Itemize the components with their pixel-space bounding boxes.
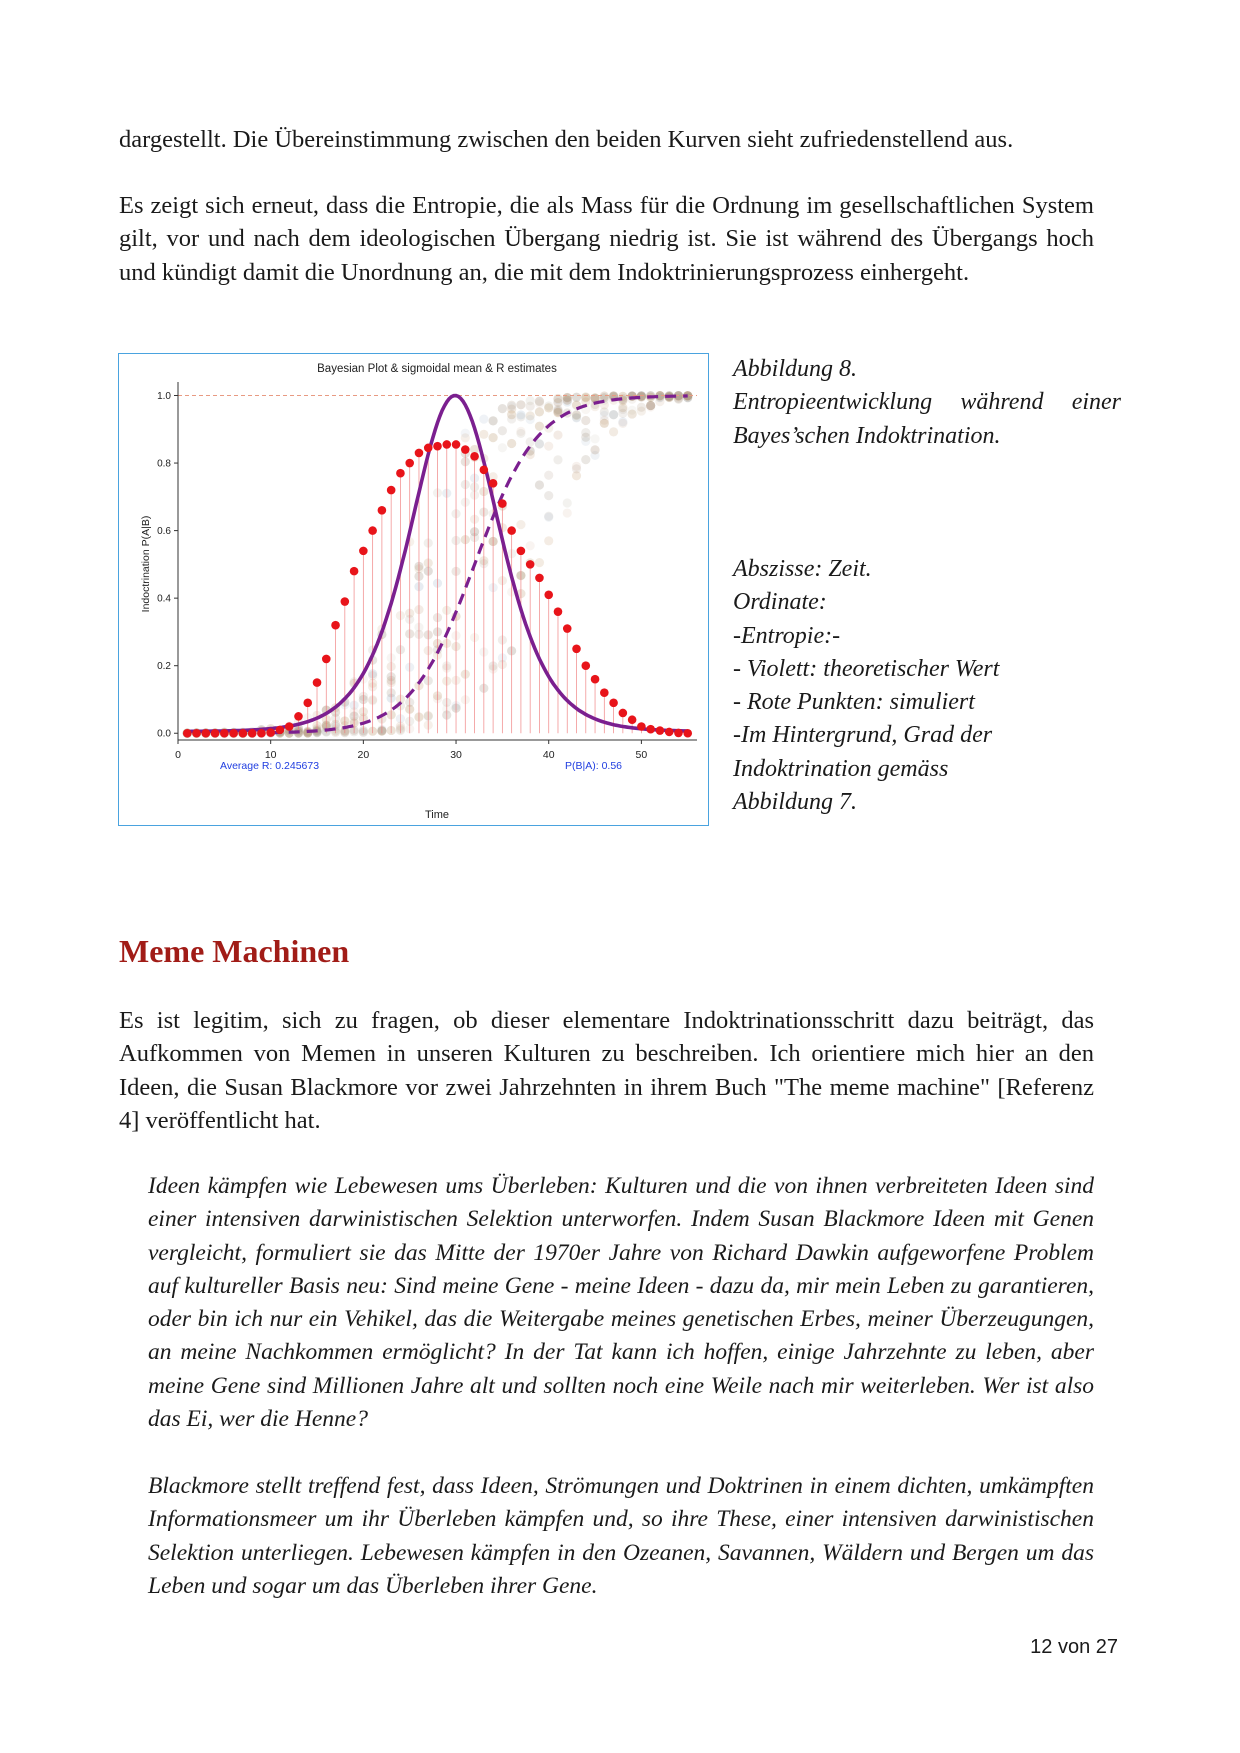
simulated-entropy-point (387, 486, 396, 495)
y-tick-label: 0.0 (157, 728, 171, 740)
background-trajectory-dot (572, 393, 581, 402)
simulated-entropy-point (535, 574, 544, 583)
background-trajectory-dot (489, 433, 498, 442)
caption-word: Entropieentwicklung (733, 389, 933, 416)
simulated-entropy-point (656, 726, 665, 735)
simulated-entropy-point (581, 661, 590, 670)
intro-paragraph-2: Es zeigt sich erneut, dass die Entropie, die als Mass für die Ordnung im gesellschaftlichen System gilt, vor und nach dem ideologischen Übergang niedrig ist. Sie ist während des Übergangs hoch und kündigt damit die Unordnung an, die mit dem Indoktrinierungsprozess einhergeht. (119, 192, 1094, 286)
background-trajectory-dot (498, 404, 507, 413)
simulated-entropy-point (220, 729, 229, 738)
background-trajectory-dot (507, 439, 516, 448)
simulated-entropy-point (452, 440, 461, 449)
background-trajectory-dot (516, 410, 525, 419)
background-trajectory-dot (489, 416, 498, 425)
background-trajectory-dot (479, 430, 488, 439)
legend-ordinate: Ordinate: (733, 589, 827, 616)
simulated-entropy-point (461, 445, 470, 454)
simulated-entropy-point (405, 459, 414, 468)
background-trajectory-dot (609, 427, 618, 436)
background-trajectory-dot (572, 410, 581, 419)
background-trajectory-dot (563, 393, 572, 402)
background-trajectory-dot (618, 419, 627, 428)
y-tick-label: 0.8 (157, 458, 171, 470)
simulated-entropy-point (517, 547, 526, 556)
simulated-entropy-point (628, 715, 637, 724)
background-trajectory-dot (516, 429, 525, 438)
background-trajectory-dot (535, 397, 544, 406)
simulated-entropy-point (424, 444, 433, 453)
background-trajectory-dot (609, 410, 618, 419)
simulated-entropy-point (480, 466, 489, 475)
simulated-entropy-point (572, 645, 581, 654)
chart-title: Bayesian Plot & sigmoidal mean & R estimates (317, 363, 557, 375)
simulated-entropy-point (183, 729, 192, 738)
simulated-entropy-point (489, 479, 498, 488)
caption-word: einer (1071, 389, 1121, 416)
background-trajectory-dot (590, 434, 599, 443)
simulated-entropy-point (498, 499, 507, 508)
page-number: 12 von 27 (1030, 1636, 1118, 1658)
simulated-entropy-point (433, 442, 442, 451)
simulated-entropy-point (350, 567, 359, 576)
caption-word: während (960, 389, 1044, 416)
simulated-entropy-point (294, 712, 303, 721)
simulated-entropy-point (637, 722, 646, 731)
simulated-entropy-point (192, 729, 201, 738)
background-trajectory-dot (516, 520, 525, 529)
simulated-entropy-point (415, 449, 424, 458)
background-trajectory-dot (544, 513, 553, 522)
legend-background: -Im Hintergrund, Grad der (733, 722, 993, 749)
background-trajectory-dot (526, 415, 535, 424)
background-trajectory-dot (581, 433, 590, 442)
background-trajectory-dot (516, 400, 525, 409)
simulated-entropy-point (544, 590, 553, 599)
entropy-chart (119, 354, 707, 824)
background-trajectory-dot (553, 430, 562, 439)
background-trajectory-dot (544, 403, 553, 412)
annotation-pba: P(B|A): 0.56 (565, 760, 623, 772)
x-tick-label: 20 (357, 749, 370, 761)
simulated-entropy-point (563, 624, 572, 633)
background-trajectory-dot (637, 403, 646, 412)
caption-figure-label: Abbildung 8. (733, 356, 857, 382)
background-trajectory-dot (544, 536, 553, 545)
figure-8 (118, 353, 709, 826)
simulated-entropy-point (396, 469, 405, 478)
x-tick-label: 30 (450, 749, 462, 761)
legend-abscissa: Abszisse: Zeit. (733, 556, 872, 582)
background-trajectory-dot (535, 480, 544, 489)
background-trajectory-dot (628, 409, 637, 418)
simulated-entropy-point (442, 440, 451, 449)
simulated-entropy-point (211, 729, 220, 738)
legend-violet: - Violett: theoretischer Wert (733, 655, 1000, 682)
simulated-entropy-point (303, 699, 312, 708)
x-tick-label: 10 (264, 749, 277, 761)
quote-paragraph-1: Ideen kämpfen wie Lebewesen ums Überleben: Kulturen und die von ihnen verbreiteten Ideen sind einer intensiven darwinistischen Selektion unterworfen. Indem Susan Blackmore Ideen mit Genen vergleicht, formuliert sie das Mitte der 1970er Jahre von Richard Dawkin aufgeworfene Problem auf kultureller Basis neu: Sind meine Gene - meine Ideen - dazu da, mir mein Leben zu garantieren, oder bin ich nur ein Vehikel, das die Weitergabe meines genetischen Erbes, meiner Überzeugungen, an meine Nachkommen ermöglicht? In der Tat kann ich hoffen, einige Jahrzehnte zu leben, aber meine Gene sind Millionen Jahre alt und sollten noch eine Weile nach mir weiterleben. Wer ist also das Ei, wer die Henne? (148, 1173, 1094, 1433)
background-trajectory-dot (535, 422, 544, 431)
x-tick-label: 40 (542, 749, 555, 761)
simulated-entropy-point (229, 729, 238, 738)
legend-background-2: Indoktrination gemäss (733, 755, 949, 782)
background-trajectory-dot (526, 437, 535, 446)
background-trajectory-dot (581, 416, 590, 425)
background-trajectory-dot (535, 558, 544, 567)
simulated-entropy-point (266, 728, 275, 737)
legend-red-points: - Rote Punkten: simuliert (733, 689, 975, 716)
simulated-entropy-point (378, 506, 387, 515)
background-trajectory-dot (646, 401, 655, 410)
simulated-entropy-point (257, 729, 266, 738)
background-trajectory-dot (526, 541, 535, 550)
legend-entropy: -Entropie:- (733, 622, 841, 649)
background-trajectory-dot (572, 464, 581, 473)
annotation-average-r: Average R: 0.245673 (220, 760, 320, 772)
background-trajectory-dot (590, 445, 599, 454)
background-trajectory-dot (563, 498, 572, 507)
y-tick-label: 0.6 (157, 526, 171, 538)
simulated-entropy-point (285, 722, 294, 731)
simulated-entropy-point (591, 675, 600, 684)
simulated-entropy-point (526, 560, 535, 569)
background-trajectory-dot (535, 407, 544, 416)
y-tick-label: 0.2 (157, 661, 171, 673)
background-trajectory-dot (498, 443, 507, 452)
background-trajectory-dot (553, 407, 562, 416)
background-trajectory-dot (544, 471, 553, 480)
simulated-entropy-point (341, 597, 350, 606)
background-trajectory-dot (526, 396, 535, 405)
simulated-entropy-point (554, 607, 563, 616)
x-tick-label: 0 (175, 749, 181, 761)
simulated-entropy-point (619, 709, 628, 718)
x-axis-label: Time (424, 809, 450, 821)
simulated-entropy-point (470, 452, 479, 461)
figure-legend-text (733, 553, 1121, 819)
background-trajectory-dot (479, 415, 488, 424)
background-trajectory-dot (581, 392, 590, 401)
quote-paragraph-2: Blackmore stellt treffend fest, dass Ideen, Strömungen und Doktrinen in einem dichten, umkämpften Informationsmeer um ihr Überleben kämpfen und, so ihre These, einer intensiven darwinistischen Selektion unterliegen. Lebewesen kämpfen in den Ozeanen, Savannen, Wäldern und Bergen um das Leben und sogar um das Überleben ihrer Gene. (148, 1473, 1094, 1599)
background-trajectory-dot (618, 409, 627, 418)
simulated-entropy-point (322, 655, 331, 664)
background-trajectory-dot (507, 401, 516, 410)
simulated-entropy-point (683, 729, 692, 738)
simulated-entropy-point (202, 729, 211, 738)
background-trajectory-dot (553, 455, 562, 464)
background-trajectory-dot (461, 429, 470, 438)
background-trajectory-dot (581, 455, 590, 464)
simulated-entropy-point (239, 729, 248, 738)
simulated-entropy-point (646, 725, 655, 734)
legend-reference: Abbildung 7. (733, 789, 857, 816)
simulated-entropy-point (276, 726, 285, 735)
simulated-entropy-point (674, 729, 683, 738)
simulated-entropy-point (609, 699, 618, 708)
simulated-entropy-point (248, 729, 257, 738)
simulated-entropy-point (368, 526, 377, 535)
background-trajectory-dot (507, 414, 516, 423)
y-axis-label: Indoctrination P(A|B) (140, 515, 152, 613)
caption-line-2 (733, 386, 1121, 419)
simulated-entropy-point (665, 728, 674, 737)
simulated-entropy-point (359, 547, 368, 556)
simulated-entropy-point (600, 688, 609, 697)
figure-caption (733, 353, 1121, 453)
background-trajectory-dot (600, 419, 609, 428)
simulated-entropy-point (313, 678, 322, 687)
section-paragraph: Es ist legitim, sich zu fragen, ob dieser elementare Indoktrinationsschritt dazu beiträgt, das Aufkommen von Memen in unseren Kulturen zu beschreiben. Ich orientiere mich hier an den Ideen, die Susan Blackmore vor zwei Jahrzehnten in ihrem Buch "The meme machine" [Referenz 4] veröffentlicht hat. (119, 1007, 1094, 1134)
background-trajectory-dot (544, 442, 553, 451)
background-trajectory-dot (498, 426, 507, 435)
simulated-entropy-point (331, 621, 340, 630)
background-trajectory-dot (544, 491, 553, 500)
caption-line-3: Bayes’schen Indoktrination. (733, 422, 1001, 449)
section-heading: Meme Machinen (119, 933, 350, 969)
y-tick-label: 1.0 (157, 391, 171, 403)
intro-paragraph-1: dargestellt. Die Übereinstimmung zwischen den beiden Kurven sieht zufriedenstellend aus. (119, 126, 1014, 153)
y-tick-label: 0.4 (157, 593, 171, 605)
simulated-entropy-point (507, 526, 516, 535)
x-tick-label: 50 (635, 749, 648, 761)
background-trajectory-dot (563, 508, 572, 517)
